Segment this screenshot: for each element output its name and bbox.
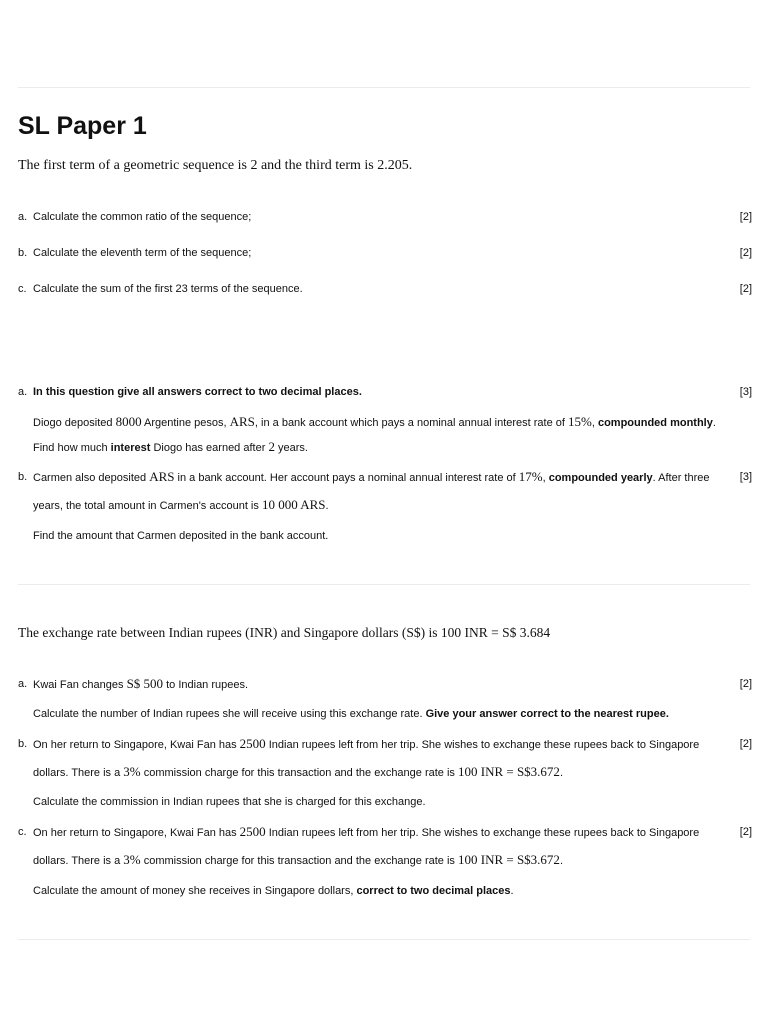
part-text: Kwai Fan changes S$ 500 to Indian rupees.: [33, 676, 249, 691]
part-label: b.: [18, 247, 28, 259]
part-instruction: In this question give all answers correct to two decimal places.: [33, 386, 362, 398]
part-marks: [2]: [739, 738, 752, 750]
part-label: c.: [18, 283, 27, 295]
part-text: On her return to Singapore, Kwai Fan has 2500 Indian rupees left from her trip. She wishes to exchange these rupees back to Singapore: [33, 736, 700, 751]
part-label: b.: [18, 738, 28, 750]
q3-c-line3: Calculate the amount of money she receives in Singapore dollars, correct to two decimal places.: [33, 885, 514, 897]
part-marks: [2]: [739, 247, 752, 259]
part-text: Calculate the eleventh term of the sequence;: [33, 247, 252, 259]
part-marks: [2]: [739, 678, 752, 690]
q2-a-line2: Find how much interest Diogo has earned after 2 years.: [33, 439, 308, 454]
q2-b-line2: years, the total amount in Carmen's account is 10 000 ARS.: [33, 497, 329, 512]
part-marks: [2]: [739, 283, 752, 295]
part-label: a.: [18, 386, 28, 398]
part-marks: [3]: [739, 386, 752, 398]
part-text: Calculate the common ratio of the sequence;: [33, 211, 252, 223]
part-text: Calculate the sum of the first 23 terms of the sequence.: [33, 283, 303, 295]
q3-a-line2: Calculate the number of Indian rupees she will receive using this exchange rate. Give your answer correct to the nearest rupee.: [33, 708, 669, 720]
part-label: a.: [18, 678, 28, 690]
q1-stem: The first term of a geometric sequence is 2 and the third term is 2.205.: [18, 158, 413, 173]
part-marks: [3]: [739, 471, 752, 483]
part-marks: [2]: [739, 211, 752, 223]
part-label: c.: [18, 826, 27, 838]
q3-b-line3: Calculate the commission in Indian rupees that she is charged for this exchange.: [33, 796, 426, 808]
part-label: a.: [18, 211, 28, 223]
part-marks: [2]: [739, 826, 752, 838]
part-text: On her return to Singapore, Kwai Fan has 2500 Indian rupees left from her trip. She wishes to exchange these rupees back to Singapore: [33, 824, 700, 839]
top-divider: [18, 87, 750, 88]
section-divider: [18, 584, 750, 585]
bottom-divider: [18, 939, 750, 940]
q2-b-line3: Find the amount that Carmen deposited in the bank account.: [33, 530, 329, 542]
q2-a-line1: Diogo deposited 8000 Argentine pesos, ARS, in a bank account which pays a nominal annual interest rate of 15%, compounded monthly.: [33, 414, 716, 429]
part-text: Carmen also deposited ARS in a bank account. Her account pays a nominal annual interest rate of 17%, compounded yearly. After three: [33, 469, 710, 484]
part-label: b.: [18, 471, 28, 483]
q3-c-line2: dollars. There is a 3% commission charge for this transaction and the exchange rate is 100 INR = S$3.672.: [33, 852, 563, 867]
q3-stem: The exchange rate between Indian rupees (INR) and Singapore dollars (S$) is 100 INR = S$ 3.684: [18, 625, 551, 640]
page-title: SL Paper 1: [18, 112, 147, 140]
q3-b-line2: dollars. There is a 3% commission charge for this transaction and the exchange rate is 100 INR = S$3.672.: [33, 764, 563, 779]
